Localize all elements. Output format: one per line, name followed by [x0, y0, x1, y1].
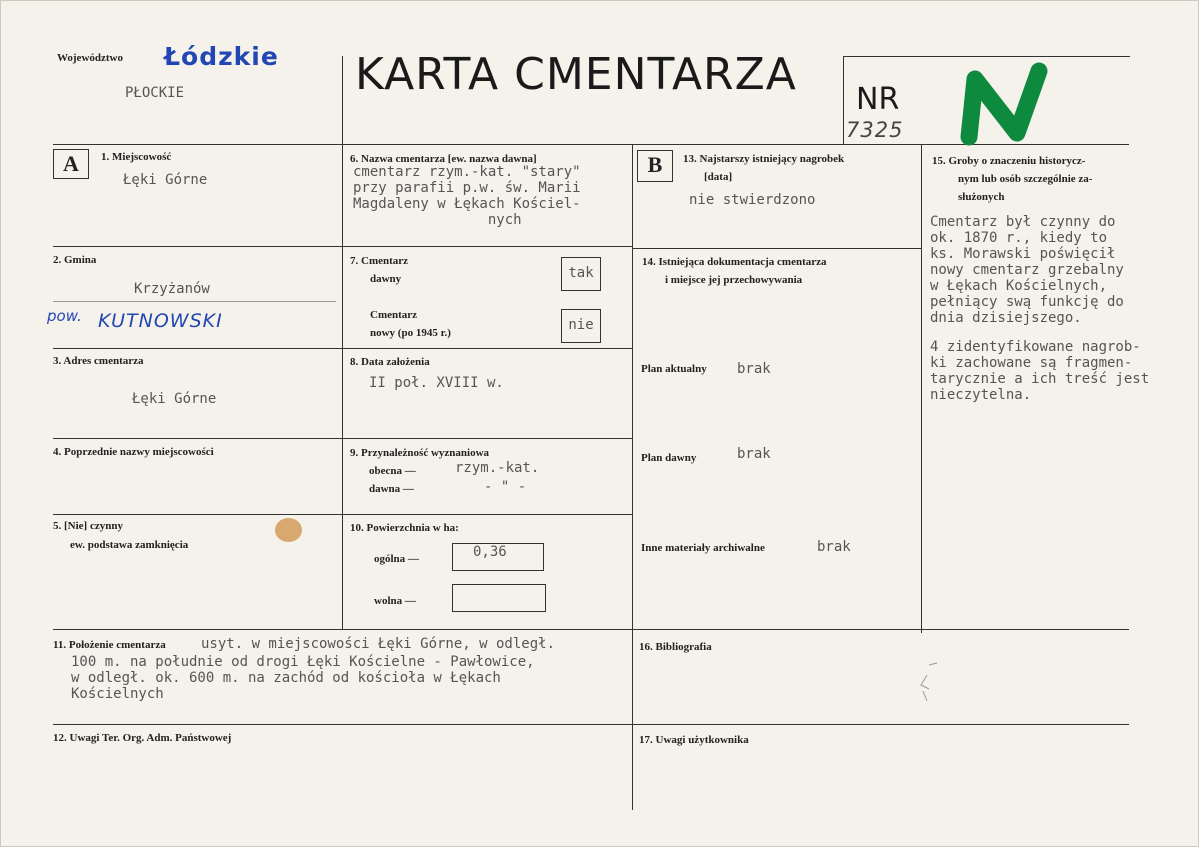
- powiat-prefix: pow.: [47, 307, 82, 325]
- divider: [843, 56, 844, 144]
- field-8-value: II poł. XVIII w.: [369, 375, 504, 391]
- field-13-value: nie stwierdzono: [689, 192, 816, 208]
- divider: [53, 301, 336, 302]
- section-a-letter: A: [53, 149, 89, 179]
- field-5-label: 5. [Nie] czynny: [53, 520, 123, 532]
- green-n-mark: [951, 59, 1061, 149]
- field-9-old-value: - " -: [484, 479, 527, 495]
- field-15-label: 15. Groby o znaczeniu historycz-: [932, 155, 1086, 167]
- field-7-old-value: tak: [561, 257, 601, 291]
- field-2-label: 2. Gmina: [53, 254, 97, 266]
- field-4-label: 4. Poprzednie nazwy miejscowości: [53, 446, 214, 458]
- voivodeship-old: PŁOCKIE: [125, 85, 185, 101]
- field-14-label: 14. Istniejąca dokumentacja cmentarza: [642, 256, 827, 268]
- field-1-value: Łęki Górne: [123, 172, 208, 188]
- field-12-label: 12. Uwagi Ter. Org. Adm. Państwowej: [53, 732, 232, 744]
- field-6-label: 6. Nazwa cmentarza [ew. nazwa dawna]: [350, 153, 537, 165]
- other-materials-label: Inne materiały archiwalne: [641, 542, 765, 554]
- divider: [342, 56, 343, 629]
- field-15-text-2: 4 zidentyfikowane nagrob- ki zachowane są fragmen- tarycznie a ich treść jest nieczytelna.: [930, 339, 1150, 403]
- field-15-text: Cmentarz był czynny do ok. 1870 r., kiedy to ks. Morawski poświęcił nowy cmentarz grzebalny w Łękach Kościelnych, pełniący swą funkcję do dnia dzisiejszego.: [930, 214, 1124, 326]
- divider: [53, 724, 1129, 725]
- divider: [921, 144, 922, 633]
- field-10-label: 10. Powierzchnia w ha:: [350, 522, 459, 534]
- other-materials-value: brak: [817, 539, 851, 555]
- plan-current-value: brak: [737, 361, 771, 377]
- field-8-label: 8. Data założenia: [350, 356, 430, 368]
- field-16-label: 16. Bibliografia: [639, 641, 712, 653]
- stain: [275, 518, 302, 542]
- field-10-free-label: wolna —: [374, 595, 416, 607]
- field-7-new-label: Cmentarz: [370, 309, 418, 321]
- field-10-total-label: ogólna —: [374, 553, 419, 565]
- divider: [53, 438, 632, 439]
- field-3-value: Łęki Górne: [132, 391, 217, 407]
- divider: [632, 248, 921, 249]
- field-2-value: Krzyżanów: [134, 281, 210, 297]
- field-9-current-label: obecna —: [369, 465, 416, 477]
- divider: [632, 144, 633, 810]
- field-11-value-first: usyt. w miejscowości Łęki Górne, w odległ.: [201, 636, 556, 652]
- divider: [843, 56, 1130, 57]
- plan-current-label: Plan aktualny: [641, 363, 707, 375]
- powiat-value: KUTNOWSKI: [98, 310, 223, 332]
- pencil-scribble: [913, 657, 943, 705]
- voivodeship-stamp: Łódzkie: [164, 42, 279, 71]
- field-10-total-value: 0,36: [452, 543, 544, 571]
- field-17-label: 17. Uwagi użytkownika: [639, 734, 749, 746]
- field-7-label: 7. Cmentarz: [350, 255, 409, 267]
- divider: [53, 246, 632, 247]
- field-14-label-2: i miejsce jej przechowywania: [665, 274, 803, 286]
- field-15-label-3: służonych: [958, 191, 1005, 203]
- field-7-old-label: dawny: [370, 273, 402, 285]
- field-9-old-label: dawna —: [369, 483, 414, 495]
- section-b-letter: B: [637, 150, 673, 182]
- field-10-free-value: [452, 584, 546, 612]
- field-7-new-label-2: nowy (po 1945 r.): [370, 327, 451, 339]
- divider: [53, 629, 1129, 630]
- field-11-value-rest: 100 m. na południe od drogi Łęki Kościelne - Pawłowice, w odległ. ok. 600 m. na zachód od kościoła w Łękach Kościelnych: [71, 654, 535, 702]
- divider: [53, 348, 632, 349]
- field-9-current-value: rzym.-kat.: [455, 460, 540, 476]
- nr-value: 7325: [846, 118, 904, 142]
- field-7-new-value: nie: [561, 309, 601, 343]
- field-1-label: 1. Miejscowość: [101, 151, 172, 163]
- field-9-label: 9. Przynależność wyznaniowa: [350, 447, 490, 459]
- field-3-label: 3. Adres cmentarza: [53, 355, 144, 367]
- field-6-value: cmentarz rzym.-kat. "stary" przy parafii p.w. św. Marii Magdaleny w Łękach Kościel- nych: [353, 164, 581, 228]
- nr-label: NR: [856, 82, 900, 117]
- field-15-label-2: nym lub osób szczególnie za-: [958, 173, 1093, 185]
- divider: [53, 514, 632, 515]
- field-13-label-2: [data]: [704, 171, 733, 183]
- field-11-label: 11. Położenie cmentarza: [53, 639, 166, 651]
- plan-old-label: Plan dawny: [641, 452, 697, 464]
- plan-old-value: brak: [737, 446, 771, 462]
- field-13-label: 13. Najstarszy istniejący nagrobek: [683, 153, 845, 165]
- card-title: KARTA CMENTARZA: [355, 49, 797, 100]
- field-5-label-2: ew. podstawa zamknięcia: [70, 539, 189, 551]
- voivodeship-label: Województwo: [57, 52, 123, 64]
